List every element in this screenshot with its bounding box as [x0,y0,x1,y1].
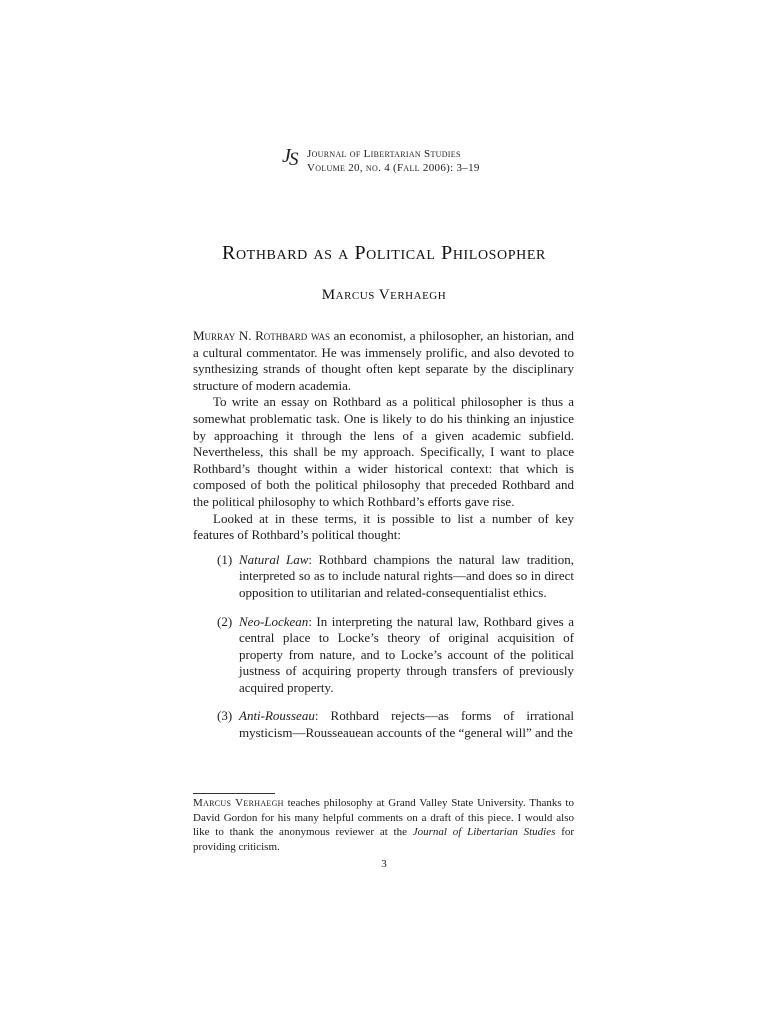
list-number: (2) [217,613,233,629]
paragraph-2: To write an essay on Rothbard as a political philosopher is thus a somewhat problematic task. One is likely to do his thinking an injustice by approaching it through the lens of a given academic subfield. Nevertheless, this shall be my approach. Specifically, I want to place Rothbard’s thought within a wider historical context: that which is composed of both the political philosophy that preceded Rothbard and the political philosophy to which Rothbard’s efforts gave rise. [193,394,574,509]
list-text: Neo-Lockean: In interpreting the natural law, Rothbard gives a central place to Locke’s theory of original acquisition of property from nature, and to Locke’s account of the political justness of acquiring property through transfers of previously acquired property. [239,613,574,695]
footnote-rule [193,793,275,794]
list-item [217,552,574,602]
paragraph-text: an economist, a philosopher, an historian, and a cultural commentator. He was immensely prolific, and also devoted to synthesizing strands of thought often kept separate by the disciplinary structure of modern academia. [193,328,574,393]
list-term: Natural Law [239,551,309,567]
list-text: Anti-Rousseau: Rothbard rejects—as forms of irrational mysticism—Rousseauean accounts of the “general will” and the [239,708,574,741]
journal-citation [307,147,480,175]
jls-logo: J S [282,145,299,170]
list-number: (1) [217,551,233,567]
journal-header [281,147,480,175]
footnote-journal: Journal of Libertarian Studies [412,826,556,839]
list-term: Anti-Rousseau [239,708,315,724]
article-body [193,328,574,754]
article-title: Rothbard as a Political Philosopher [222,242,546,264]
list-item [217,614,574,697]
article-author: Marcus Verhaegh [321,287,447,303]
list-item [217,708,574,741]
list-text: Natural Law: Rothbard champions the natural law tradition, interpreted so as to include natural rights—and does so in direct opposition to utilitarian and related-consequentialist ethics. [239,551,575,600]
page-number: 3 [381,858,387,870]
footnote: Marcus Verhaegh teaches philosophy at Grand Valley State University. Thanks to David Gordon for his many helpful comments on a draft of this piece. I would also like to thank the anonymous reviewer at the Journal of Libertarian Studies for providing criticism. [193,797,575,853]
paragraph-lead: Murray N. Rothbard was [193,328,330,343]
list-number: (3) [217,708,233,724]
journal-volume: Volume 20, no. 4 (Fall 2006): 3–19 [307,162,480,174]
footnote-author: Marcus Verhaegh [193,797,284,809]
journal-name: Journal of Libertarian Studies [307,148,461,160]
feature-list [193,552,574,742]
list-term: Neo-Lockean [239,613,309,629]
paragraph-1 [193,328,574,394]
paragraph-3: Looked at in these terms, it is possible to list a number of key features of Rothbard’s political thought: [193,510,574,543]
